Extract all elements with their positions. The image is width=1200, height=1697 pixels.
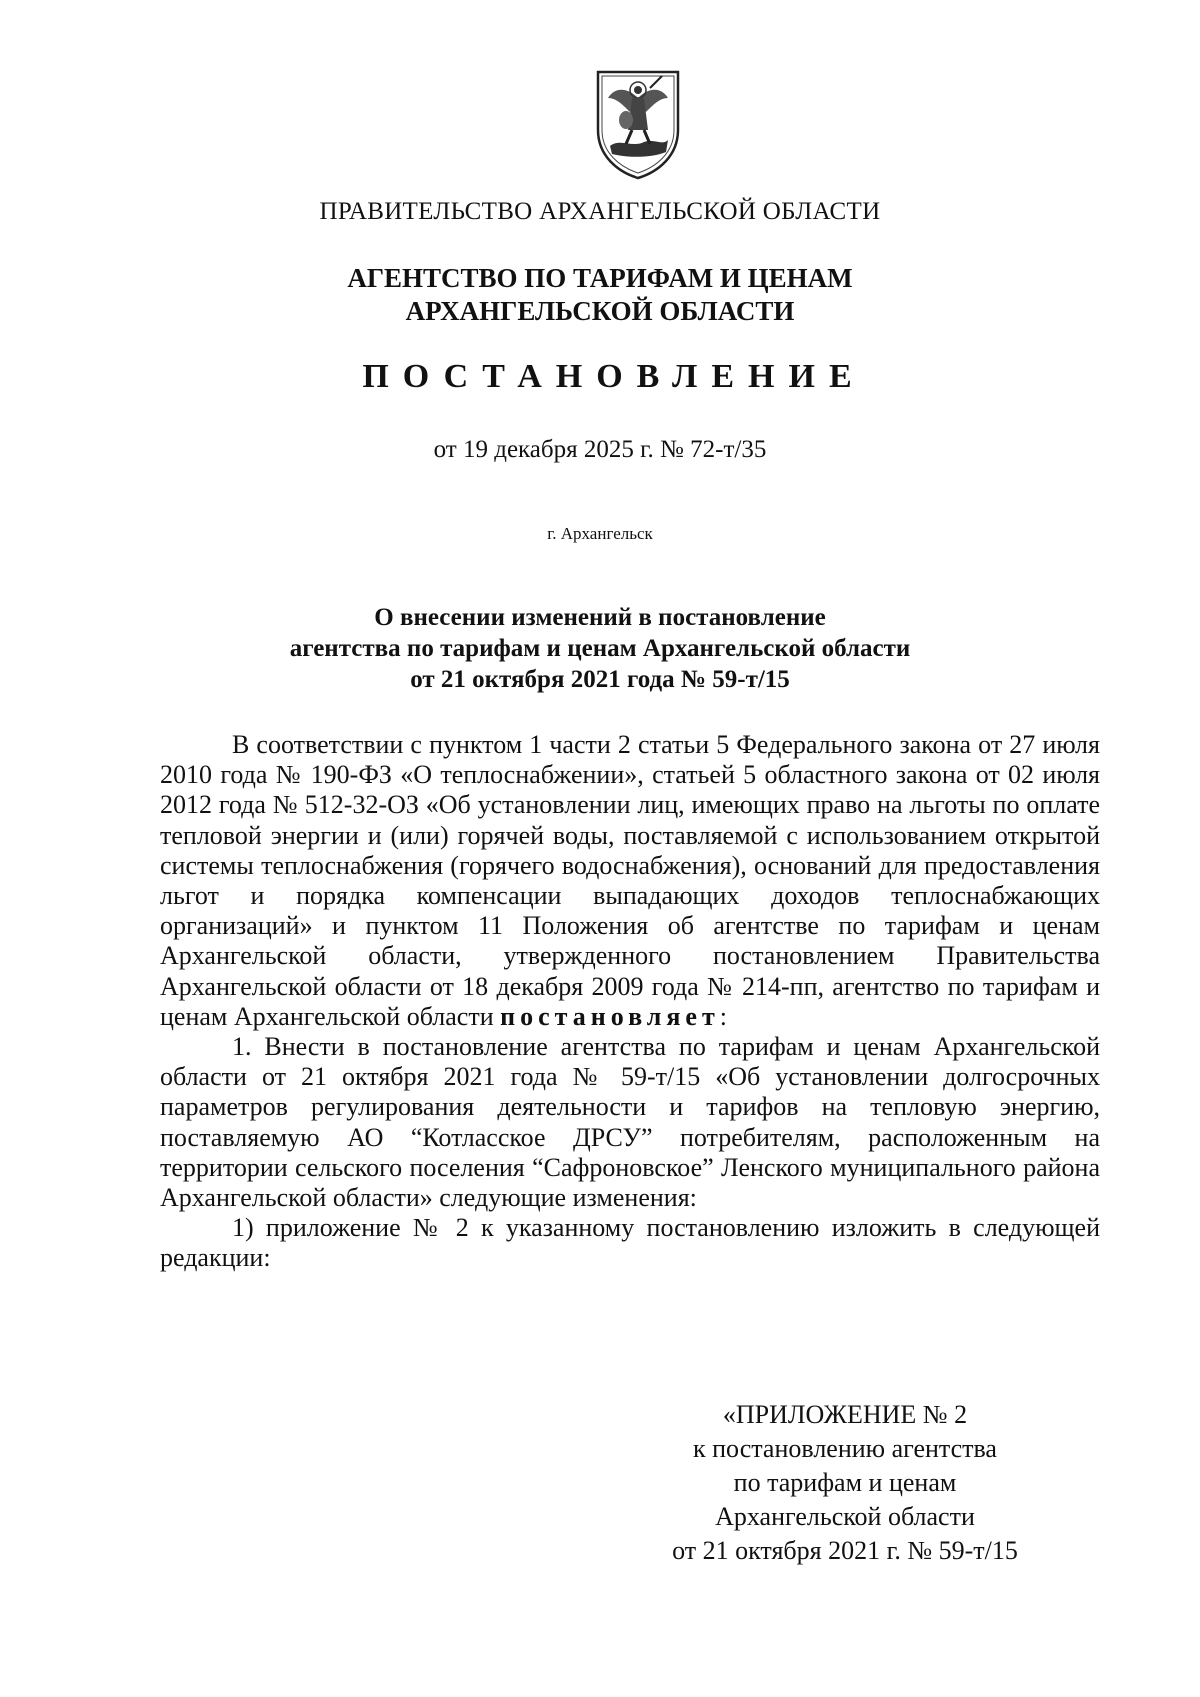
appendix-line2: к постановлению агентства bbox=[693, 1434, 997, 1463]
preamble-text: В соответствии с пунктом 1 части 2 статьи 5 Федерального закона от 27 июля 2010 года № 190-ФЗ «О теплоснабжении», статьей 5 областного закона от 02 июля 2012 года № 512-32-ОЗ «Об установлении лиц, имеющих право на льготы по оплате тепловой энергии и (или) горячей воды, поставляемой с использованием открытой системы теплоснабжения (горячего водоснабжения), оснований для предоставления льгот и порядка компенсации выпадающих доходов теплоснабжающих организаций» и пунктом 11 Положения об агентстве по тарифам и ценам Архангельской области, утвержденного постановлением Правительства Архангельской области от 18 декабря 2009 года № 214-пп, агентство по тарифам и ценам Архангельской области bbox=[160, 730, 1100, 1031]
resolves-punct: : bbox=[719, 1001, 727, 1031]
appendix-line5: от 21 октября 2021 г. № 59-т/15 bbox=[672, 1536, 1018, 1565]
document-city: г. Архангельск bbox=[547, 524, 653, 543]
preamble-paragraph bbox=[160, 730, 1100, 1032]
subject-line3: от 21 октября 2021 года № 59-т/15 bbox=[410, 666, 790, 693]
agency-name-line2: АРХАНГЕЛЬСКОЙ ОБЛАСТИ bbox=[405, 296, 795, 326]
agency-name-line1: АГЕНТСТВО ПО ТАРИФАМ И ЦЕНАМ bbox=[347, 263, 853, 293]
appendix-heading bbox=[640, 1398, 1050, 1568]
document-subject bbox=[0, 602, 1200, 695]
subject-line1: О внесении изменений в постановление bbox=[374, 604, 826, 631]
appendix-line4: Архангельской области bbox=[715, 1502, 975, 1531]
government-name: ПРАВИТЕЛЬСТВО АРХАНГЕЛЬСКОЙ ОБЛАСТИ bbox=[319, 198, 881, 225]
item-1-paragraph: 1. Внести в постановление агентства по тарифам и ценам Архангельской области от 21 октября 2021 года № 59-т/15 «Об установлении долгосрочных параметров регулирования деятельности и тарифов на тепловую энергию, поставляемую АО “Котласское ДРСУ” потребителям, расположенным на территории сельского поселения “Сафроновское” Ленского муниципального района Архангельской области» следующие изменения: bbox=[160, 1032, 1100, 1213]
appendix-line3: по тарифам и ценам bbox=[733, 1468, 957, 1497]
document-body bbox=[160, 730, 1100, 1274]
document-type: ПОСТАНОВЛЕНИЕ bbox=[362, 358, 866, 395]
appendix-line1: «ПРИЛОЖЕНИЕ № 2 bbox=[722, 1400, 968, 1429]
subject-line2: агентства по тарифам и ценам Архангельской области bbox=[289, 635, 911, 662]
document-date-number: от 19 декабря 2025 г. № 72-т/35 bbox=[433, 436, 767, 463]
coat-of-arms-icon bbox=[592, 68, 684, 180]
subitem-1-paragraph: 1) приложение № 2 к указанному постановлению изложить в следующей редакции: bbox=[160, 1213, 1100, 1273]
agency-name bbox=[0, 262, 1200, 328]
resolves-word: постановляет bbox=[500, 1001, 720, 1031]
